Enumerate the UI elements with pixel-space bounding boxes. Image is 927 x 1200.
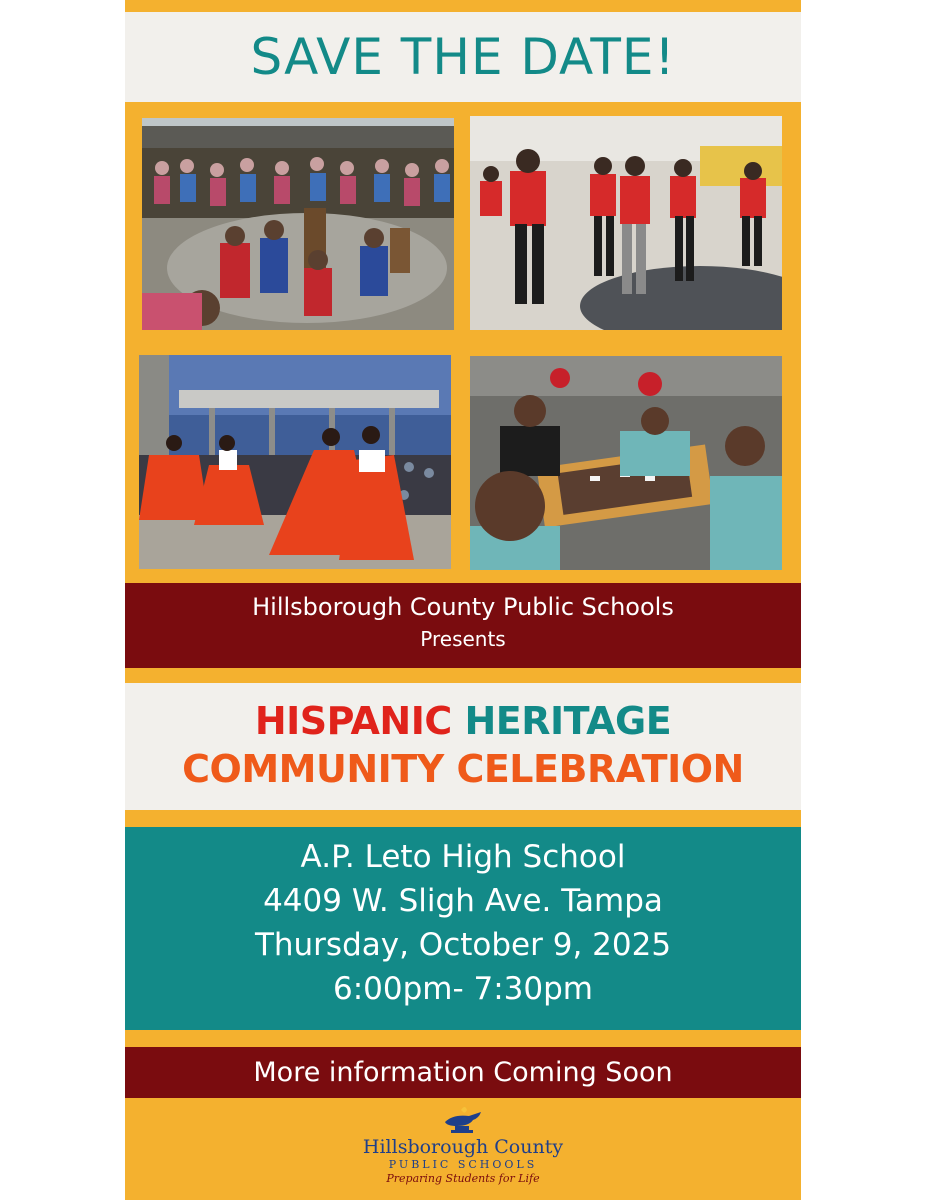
lamp-of-learning-icon <box>439 1104 487 1134</box>
logo-subtitle: PUBLIC SCHOOLS <box>388 1158 538 1171</box>
flyer <box>125 0 801 1200</box>
presenter-name: Hillsborough County Public Schools <box>252 593 674 621</box>
district-logo <box>125 1104 801 1186</box>
dominoes-game-photo-icon <box>470 356 782 570</box>
event-title-line2: COMMUNITY CELEBRATION <box>182 747 744 791</box>
more-info-banner <box>125 1047 801 1098</box>
event-title-heritage: HERITAGE <box>464 699 672 743</box>
logo-tagline: Preparing Students for Life <box>386 1172 540 1185</box>
event-title-line1 <box>125 683 801 741</box>
presenter-subtitle: Presents <box>420 627 506 651</box>
save-the-date-title: SAVE THE DATE! <box>250 28 676 86</box>
folklorico-dancers-photo-icon <box>139 355 451 569</box>
event-details-banner <box>125 827 801 1030</box>
event-venue: A.P. Leto High School <box>300 839 626 875</box>
logo-name: Hillsborough County <box>362 1136 564 1158</box>
event-address: 4409 W. Sligh Ave. Tampa <box>263 883 663 919</box>
event-title-banner <box>125 683 801 810</box>
save-the-date-banner <box>125 12 801 102</box>
event-date: Thursday, October 9, 2025 <box>254 927 672 963</box>
dance-group-photo-icon <box>470 116 782 330</box>
drum-circle-photo-icon <box>142 118 454 330</box>
event-time: 6:00pm- 7:30pm <box>332 971 594 1007</box>
more-info-text: More information Coming Soon <box>253 1057 673 1088</box>
event-title-hispanic: HISPANIC <box>254 699 452 743</box>
presenter-banner <box>125 583 801 668</box>
